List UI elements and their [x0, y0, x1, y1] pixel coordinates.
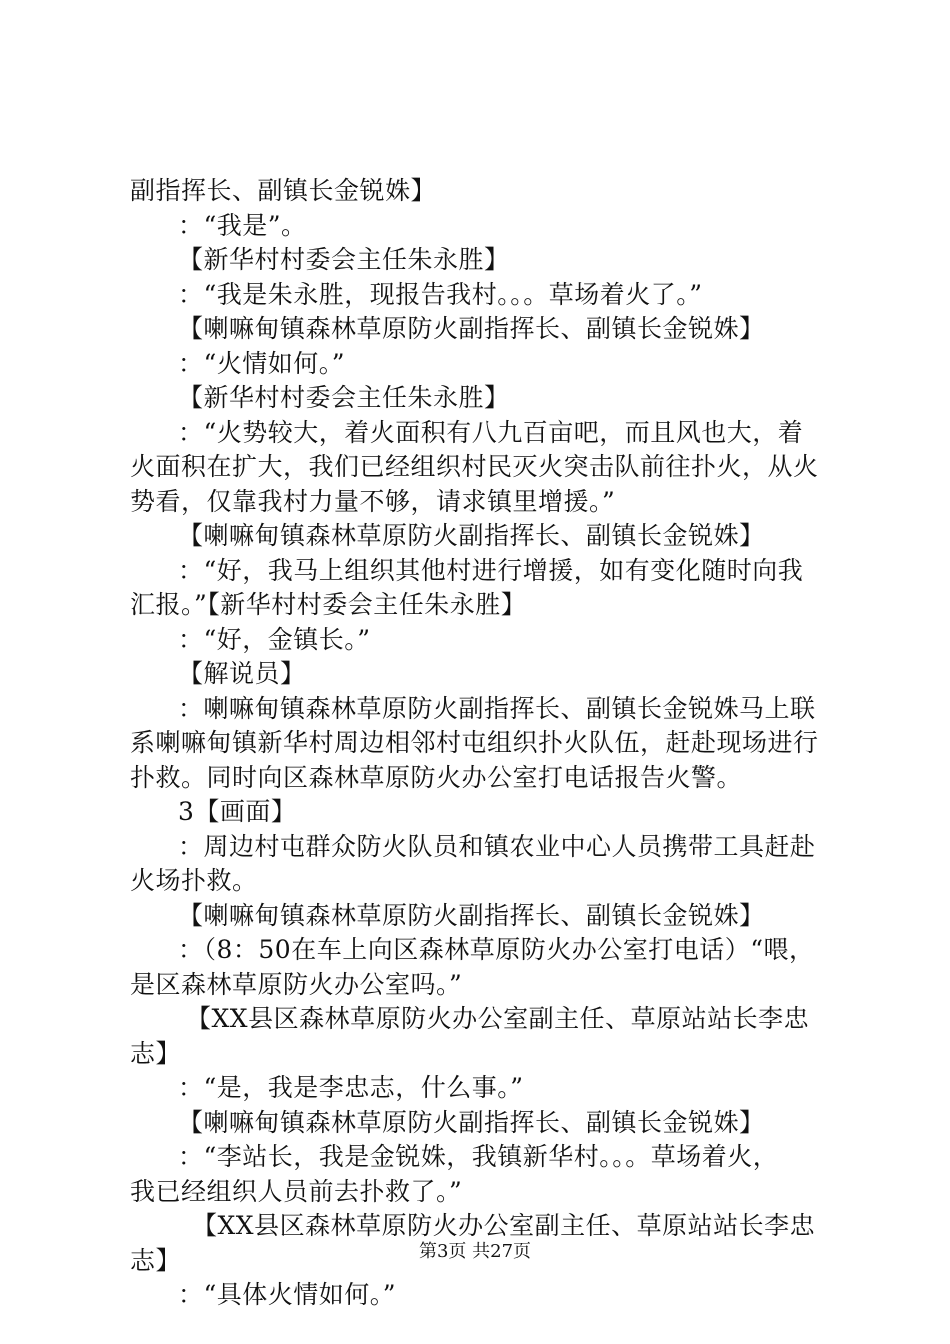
text-line: ：（8：50在车上向区森林草原防火办公室打电话）“喂，: [178, 935, 815, 964]
text-line: 【喇嘛甸镇森林草原防火副指挥长、副镇长金锐姝】: [178, 900, 765, 930]
text-line: 【新华村村委会主任朱永胜】: [178, 383, 510, 412]
text-line: 【解说员】: [178, 659, 306, 688]
text-line: ：“火情如何。”: [178, 348, 346, 378]
text-line: 【新华村村委会主任朱永胜】: [178, 245, 510, 274]
text-line: 势看，仅靠我村力量不够，请求镇里增援。”: [130, 486, 616, 516]
text-line: 系喇嘛甸镇新华村周边相邻村屯组织扑火队伍，赶赴现场进行: [130, 728, 819, 757]
text-line: 志】: [130, 1245, 182, 1275]
text-line: ：周边村屯群众防火队员和镇农业中心人员携带工具赶赴: [178, 831, 816, 861]
text-line: ：“李站长，我是金锐姝，我镇新华村。。。草场着火，: [178, 1142, 779, 1171]
text-line: ：“我是”。: [178, 210, 307, 240]
text-line: ：“好，金镇长。”: [178, 624, 371, 654]
text-line: ：“好，我马上组织其他村进行增援，如有变化随时向我: [178, 555, 804, 585]
text-line: 是区森林草原防火办公室吗。”: [130, 969, 463, 999]
text-line: 志】: [130, 1038, 182, 1068]
text-line: ：“是，我是李忠志，什么事。”: [178, 1073, 524, 1102]
text-line: ：“我是朱永胜，现报告我村。。。草场着火了。”: [178, 279, 703, 309]
text-line: ：“具体火情如何。”: [178, 1280, 397, 1309]
text-line: 扑救。同时向区森林草原防火办公室打电话报告火警。: [130, 762, 743, 792]
document-body: [130, 174, 835, 1313]
text-line: 【XX县区森林草原防火办公室副主任、草原站站长李忠: [192, 1211, 816, 1240]
text-line: 【喇嘛甸镇森林草原防火副指挥长、副镇长金锐姝】: [178, 314, 765, 343]
text-line: 【喇嘛甸镇森林草原防火副指挥长、副镇长金锐姝】: [178, 1107, 765, 1137]
text-line: 火面积在扩大，我们已经组织村民灭火突击队前往扑火，从火: [130, 452, 819, 481]
page-footer: 第3页 共27页: [418, 1241, 532, 1262]
text-line: 【喇嘛甸镇森林草原防火副指挥长、副镇长金锐姝】: [178, 521, 765, 550]
text-line: 汇报。”【新华村村委会主任朱永胜】: [130, 590, 527, 619]
text-line: ：“火势较大，着火面积有八九百亩吧，而且风也大，着: [178, 417, 804, 447]
text-line: ：喇嘛甸镇森林草原防火副指挥长、副镇长金锐姝马上联: [178, 693, 816, 723]
text-line: 火场扑救。: [130, 866, 258, 895]
text-line: 【XX县区森林草原防火办公室副主任、草原站站长李忠: [186, 1004, 810, 1033]
text-line: 3【画面】: [178, 797, 297, 826]
text-line: 副指挥长、副镇长金锐姝】: [130, 176, 437, 205]
text-line: 我已经组织人员前去扑救了。”: [130, 1176, 463, 1206]
